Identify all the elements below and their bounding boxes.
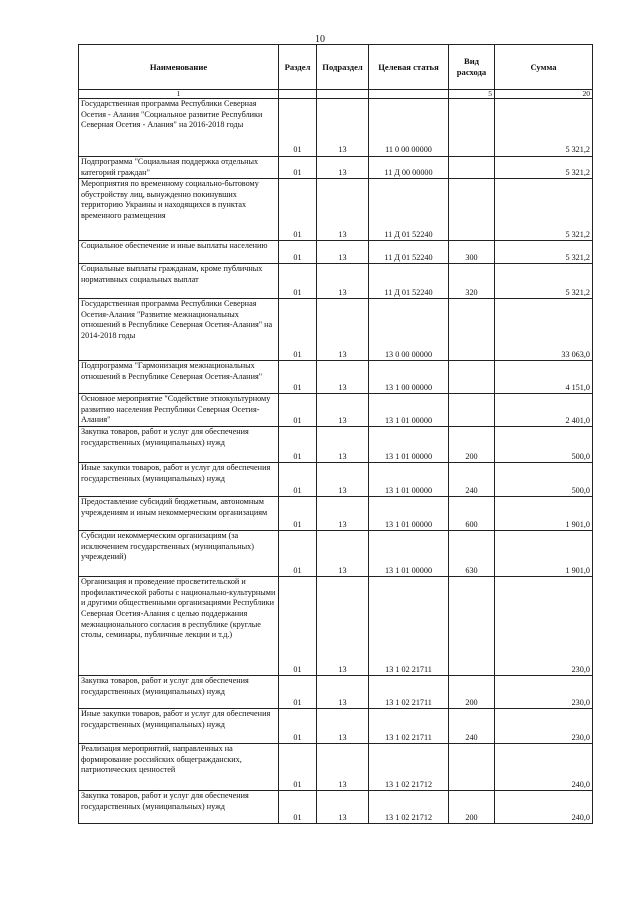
- row-expense-type: [449, 577, 495, 676]
- row-subsection: 13: [317, 463, 369, 497]
- row-amount: 2 401,0: [495, 394, 593, 427]
- table-row: [79, 676, 593, 709]
- row-section: 01: [279, 241, 317, 264]
- header-expense-type: Вид расхода: [449, 45, 495, 90]
- row-target: 13 0 00 00000: [369, 299, 449, 361]
- table-row: [79, 791, 593, 824]
- row-amount: 1 901,0: [495, 497, 593, 531]
- row-target: 13 1 02 21711: [369, 709, 449, 744]
- row-target: 13 1 01 00000: [369, 463, 449, 497]
- row-amount: 500,0: [495, 427, 593, 463]
- table-row: [79, 394, 593, 427]
- row-name: Социальное обеспечение и иные выплаты населению: [79, 241, 279, 264]
- header-name: Наименование: [79, 45, 279, 90]
- row-section: 01: [279, 394, 317, 427]
- table-row: [79, 157, 593, 179]
- row-target: 13 1 00 00000: [369, 361, 449, 394]
- row-amount: 240,0: [495, 791, 593, 824]
- row-target: 11 Д 01 52240: [369, 179, 449, 241]
- row-subsection: 13: [317, 791, 369, 824]
- row-amount: 230,0: [495, 577, 593, 676]
- row-name: Государственная программа Республики Северная Осетия-Алания "Развитие межнациональных отношений в Республике Северная Осетия-Алания" на 2014-2018 годы: [79, 299, 279, 361]
- row-name: Субсидии некоммерческим организациям (за исключением государственных (муниципальных) учреждений): [79, 531, 279, 577]
- table-row: [79, 241, 593, 264]
- row-name: Социальные выплаты гражданам, кроме публичных нормативных социальных выплат: [79, 264, 279, 299]
- row-section: 01: [279, 179, 317, 241]
- budget-table: [78, 44, 593, 824]
- row-name: Государственная программа Республики Северная Осетия - Алания "Социальное развитие Республики Северная Осетия - Алания" на 2016-2018 годы: [79, 99, 279, 157]
- row-name: Подпрограмма "Гармонизация межнациональных отношений в Республике Северная Осетия-Алания": [79, 361, 279, 394]
- table-row: [79, 497, 593, 531]
- page-number: 10: [315, 34, 325, 45]
- index-expense-type: 5: [449, 90, 495, 99]
- row-section: 01: [279, 157, 317, 179]
- row-target: 13 1 01 00000: [369, 394, 449, 427]
- row-expense-type: [449, 394, 495, 427]
- row-amount: 4 151,0: [495, 361, 593, 394]
- row-target: 13 1 01 00000: [369, 497, 449, 531]
- row-subsection: 13: [317, 577, 369, 676]
- table-row: [79, 264, 593, 299]
- row-amount: 5 321,2: [495, 264, 593, 299]
- index-row: [79, 90, 593, 99]
- header-subsection: Подраздел: [317, 45, 369, 90]
- table-row: [79, 531, 593, 577]
- row-expense-type: 200: [449, 427, 495, 463]
- row-section: 01: [279, 497, 317, 531]
- row-subsection: 13: [317, 157, 369, 179]
- row-subsection: 13: [317, 299, 369, 361]
- row-amount: 230,0: [495, 676, 593, 709]
- row-expense-type: 600: [449, 497, 495, 531]
- row-section: 01: [279, 531, 317, 577]
- header-row: [79, 45, 593, 90]
- row-subsection: 13: [317, 99, 369, 157]
- table-row: [79, 577, 593, 676]
- row-target: 13 1 02 21712: [369, 744, 449, 791]
- row-section: 01: [279, 676, 317, 709]
- row-target: 13 1 02 21712: [369, 791, 449, 824]
- table-row: [79, 99, 593, 157]
- row-expense-type: 200: [449, 676, 495, 709]
- index-target: [369, 90, 449, 99]
- row-amount: 5 321,2: [495, 99, 593, 157]
- row-name: Основное мероприятие "Содействие этнокультурному развитию населения Республики Северная Осетия-Алания": [79, 394, 279, 427]
- row-name: Иные закупки товаров, работ и услуг для обеспечения государственных (муниципальных) нужд: [79, 463, 279, 497]
- row-subsection: 13: [317, 179, 369, 241]
- row-section: 01: [279, 427, 317, 463]
- row-expense-type: 200: [449, 791, 495, 824]
- row-name: Закупка товаров, работ и услуг для обеспечения государственных (муниципальных) нужд: [79, 427, 279, 463]
- row-target: 11 Д 01 52240: [369, 241, 449, 264]
- row-section: 01: [279, 744, 317, 791]
- row-subsection: 13: [317, 241, 369, 264]
- row-expense-type: [449, 299, 495, 361]
- row-amount: 230,0: [495, 709, 593, 744]
- header-target: Целевая статья: [369, 45, 449, 90]
- row-name: Закупка товаров, работ и услуг для обеспечения государственных (муниципальных) нужд: [79, 676, 279, 709]
- row-target: 13 1 01 00000: [369, 427, 449, 463]
- row-expense-type: [449, 99, 495, 157]
- table-row: [79, 463, 593, 497]
- index-name: 1: [79, 90, 279, 99]
- row-name: Организация и проведение просветительской и профилактической работы с национально-культурными и другими общественными организациями Республики Северная Осетия-Алания с целью поддержания межнационального согласия в республике (круглые столы, семинары, публичные лекции и т.д.): [79, 577, 279, 676]
- row-subsection: 13: [317, 427, 369, 463]
- header-section: Раздел: [279, 45, 317, 90]
- row-expense-type: [449, 744, 495, 791]
- row-section: 01: [279, 264, 317, 299]
- row-expense-type: 240: [449, 709, 495, 744]
- index-subsection: [317, 90, 369, 99]
- row-expense-type: 320: [449, 264, 495, 299]
- row-name: Мероприятия по временному социально-бытовому обустройству лиц, вынужденно покинувших территорию Украины и находящихся в пунктах временного размещения: [79, 179, 279, 241]
- row-target: 13 1 02 21711: [369, 676, 449, 709]
- row-name: Предоставление субсидий бюджетным, автономным учреждениям и иным некоммерческим организациям: [79, 497, 279, 531]
- table-row: [79, 361, 593, 394]
- row-amount: 33 063,0: [495, 299, 593, 361]
- row-target: 13 1 02 21711: [369, 577, 449, 676]
- row-amount: 5 321,2: [495, 241, 593, 264]
- row-expense-type: [449, 361, 495, 394]
- row-name: Подпрограмма "Социальная поддержка отдельных категорий граждан": [79, 157, 279, 179]
- row-amount: 5 321,2: [495, 157, 593, 179]
- row-amount: 500,0: [495, 463, 593, 497]
- row-subsection: 13: [317, 531, 369, 577]
- index-section: [279, 90, 317, 99]
- row-expense-type: 240: [449, 463, 495, 497]
- table-row: [79, 179, 593, 241]
- row-amount: 5 321,2: [495, 179, 593, 241]
- row-subsection: 13: [317, 744, 369, 791]
- row-target: 11 Д 00 00000: [369, 157, 449, 179]
- row-name: Иные закупки товаров, работ и услуг для обеспечения государственных (муниципальных) нужд: [79, 709, 279, 744]
- row-target: 11 0 00 00000: [369, 99, 449, 157]
- table-row: [79, 299, 593, 361]
- row-subsection: 13: [317, 709, 369, 744]
- row-section: 01: [279, 709, 317, 744]
- table-row: [79, 744, 593, 791]
- row-section: 01: [279, 791, 317, 824]
- row-target: 11 Д 01 52240: [369, 264, 449, 299]
- row-subsection: 13: [317, 394, 369, 427]
- table-row: [79, 427, 593, 463]
- row-target: 13 1 01 00000: [369, 531, 449, 577]
- header-amount: Сумма: [495, 45, 593, 90]
- row-expense-type: 630: [449, 531, 495, 577]
- row-subsection: 13: [317, 264, 369, 299]
- row-amount: 1 901,0: [495, 531, 593, 577]
- row-section: 01: [279, 361, 317, 394]
- row-subsection: 13: [317, 361, 369, 394]
- row-section: 01: [279, 299, 317, 361]
- row-section: 01: [279, 577, 317, 676]
- row-name: Реализация мероприятий, направленных на формирование российских общегражданских, патриотических ценностей: [79, 744, 279, 791]
- row-section: 01: [279, 463, 317, 497]
- row-expense-type: [449, 157, 495, 179]
- row-amount: 240,0: [495, 744, 593, 791]
- index-amount: 20: [495, 90, 593, 99]
- row-section: 01: [279, 99, 317, 157]
- table-row: [79, 709, 593, 744]
- row-expense-type: [449, 179, 495, 241]
- row-expense-type: 300: [449, 241, 495, 264]
- row-subsection: 13: [317, 676, 369, 709]
- row-subsection: 13: [317, 497, 369, 531]
- row-name: Закупка товаров, работ и услуг для обеспечения государственных (муниципальных) нужд: [79, 791, 279, 824]
